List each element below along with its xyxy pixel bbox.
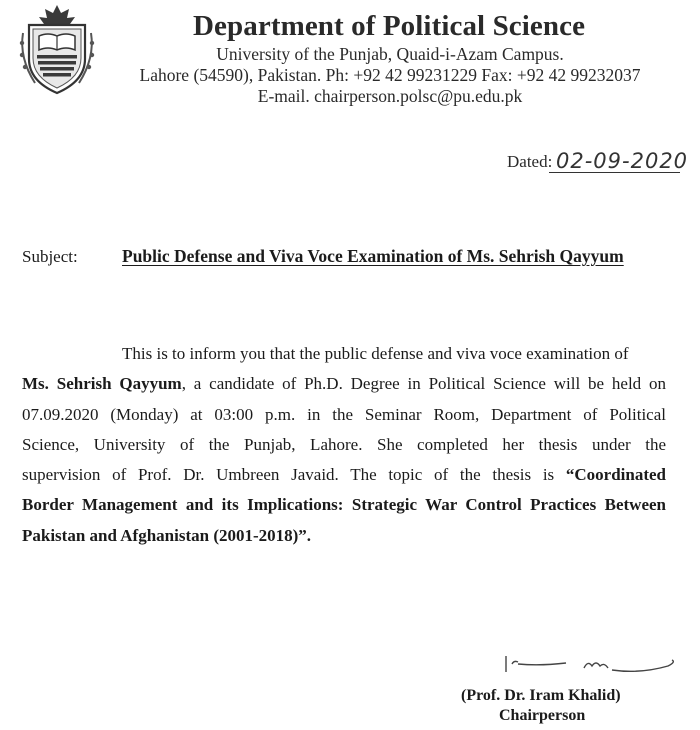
address-line-contact: Lahore (54590), Pakistan. Ph: +92 42 99231229 Fax: +92 42 99232037 bbox=[139, 65, 641, 85]
address-line-university: University of the Punjab, Quaid-i-Azam Campus. bbox=[216, 44, 564, 64]
subject-text: Public Defense and Viva Voce Examination of Ms. Sehrish Qayyum bbox=[122, 246, 624, 266]
signatory-name: (Prof. Dr. Iram Khalid) bbox=[461, 687, 621, 704]
university-crest-logo bbox=[17, 3, 97, 95]
body-line-3: 07.09.2020 (Monday) at 03:00 p.m. in the Seminar Room, Department of Political bbox=[22, 405, 666, 424]
body-line-2-text: , a candidate of Ph.D. Degree in Political Science will be held on bbox=[181, 374, 666, 393]
subject-label: Subject: bbox=[22, 247, 78, 266]
email-line: E-mail. chairperson.polsc@pu.edu.pk bbox=[257, 86, 523, 106]
body-line-1: This is to inform you that the public defense and viva voce examination of bbox=[122, 344, 629, 363]
thesis-topic-line: Border Management and its Implications: Strategic War Control Practices Between bbox=[22, 495, 666, 514]
signatory-title: Chairperson bbox=[499, 707, 586, 724]
department-title: Department of Political Science bbox=[193, 10, 586, 42]
thesis-topic-start: “Coordinated bbox=[565, 465, 666, 484]
handwritten-signature bbox=[500, 652, 680, 678]
dated-label: Dated: bbox=[507, 152, 553, 171]
thesis-topic-end: Pakistan and Afghanistan (2001-2018)”. bbox=[22, 526, 312, 545]
body-line-5-text: supervision of Prof. Dr. Umbreen Javaid. The topic of the thesis is bbox=[22, 465, 566, 484]
body-line-2 bbox=[22, 374, 666, 394]
candidate-name: Ms. Sehrish Qayyum bbox=[22, 374, 182, 393]
body-line-4: Science, University of the Punjab, Lahore. She completed her thesis under the bbox=[22, 435, 666, 454]
body-line-5 bbox=[22, 465, 666, 485]
dated-value: 02-09-2020 bbox=[556, 149, 689, 173]
